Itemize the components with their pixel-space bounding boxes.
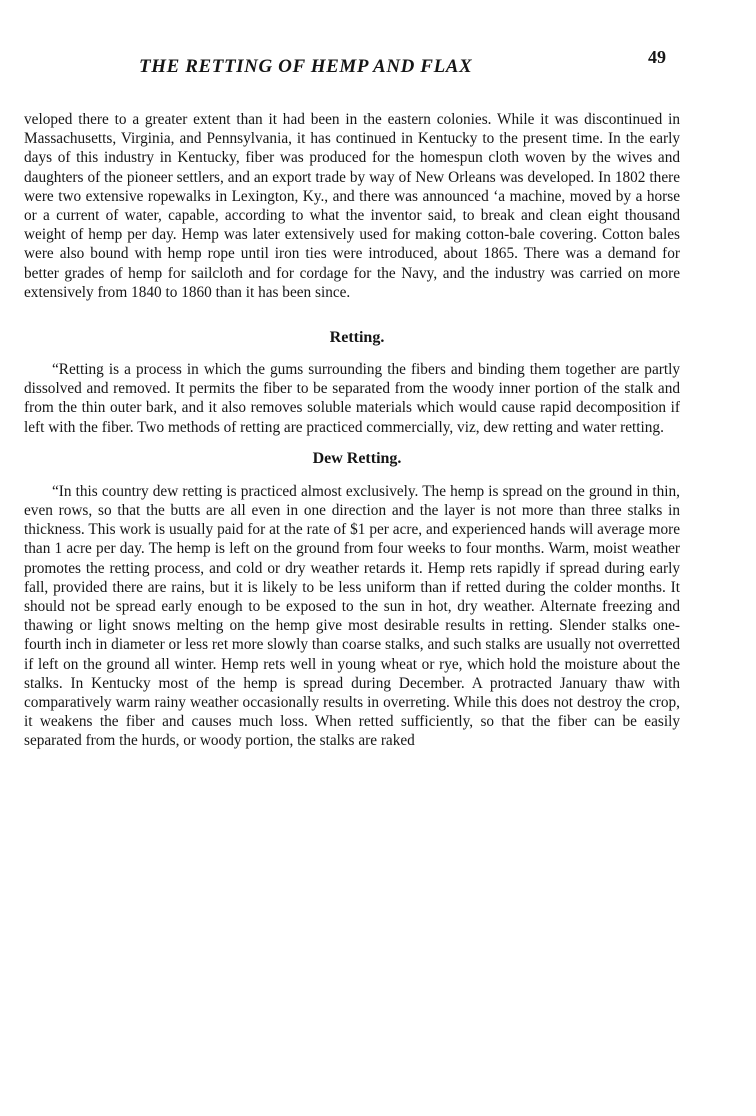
book-page (24, 38, 680, 751)
retting-heading: Retting. (329, 329, 385, 347)
retting-paragraph: “Retting is a process in which the gums surrounding the fibers and binding them together are partly dissolved and removed. It permits the fiber to be separated from the woody inner portion of the stalk and from the thin outer bark, and it also removes soluble materials which would cause rapid decomposition if left with the fiber. Two methods of retting are practiced commercially, viz, dew retting and water retting. (24, 361, 680, 436)
dew-retting-heading: Dew Retting. (312, 449, 402, 467)
dew-retting-paragraph: “In this country dew retting is practiced almost exclusively. The hemp is spread on the ground in thin, even rows, so that the butts are all even in one direction and the layer is not more than three stalks in thickness. This work is usually paid for at the rate of $1 per acre, and experienced hands will average more than 1 acre per day. The hemp is left on the ground from four weeks to four months. Warm, moist weather promotes the retting process, and cold or dry weather retards it. Hemp rets rapidly if spread during early fall, provided there are rains, but it is likely to be less uniform than if retted during the colder months. It should not be spread early enough to be exposed to the sun in hot, dry weather. Alternate freezing and thawing or light snows melting on the hemp give most desirable results in retting. Slender stalks one-fourth inch in diameter or less ret more slowly than coarse stalks, and such stalks are usually not overretted if left on the ground all winter. Hemp rets well in young wheat or rye, which hold the moisture about the stalks. In Kentucky most of the hemp is spread during December. A protracted January thaw with comparatively warm rainy weather occasionally results in overreting. While this does not destroy the crop, it weakens the fiber and causes much loss. When retted sufficiently, so that the fiber can be easily separated from the hurds, or woody portion, the stalks are raked (24, 482, 680, 750)
page-header (24, 38, 680, 76)
page-number: 49 (648, 47, 666, 67)
running-title: THE RETTING OF HEMP AND FLAX (139, 56, 473, 77)
body-text (24, 110, 680, 751)
intro-paragraph: veloped there to a greater extent than it had been in the eastern colonies. While it was discontinued in Massachusetts, Virginia, and Pennsylvania, it has continued in Kentucky to the present time. In the early days of this industry in Kentucky, fiber was produced for the homespun cloth woven by the wives and daughters of the pioneer settlers, and an export trade by way of New Orleans was developed. In 1802 there were two extensive ropewalks in Lexington, Ky., and there was announced ‘a machine, moved by a horse or a current of water, capable, according to what the inventor said, to break and clean eight thousand weight of hemp per day. Hemp was later extensively used for making cotton-bale covering. Cotton bales were also bound with hemp rope until iron ties were introduced, about 1865. There was a demand for better grades of hemp for sailcloth and for cordage for the Navy, and the industry was carried on more extensively from 1840 to 1860 than it has been since. (24, 111, 680, 301)
